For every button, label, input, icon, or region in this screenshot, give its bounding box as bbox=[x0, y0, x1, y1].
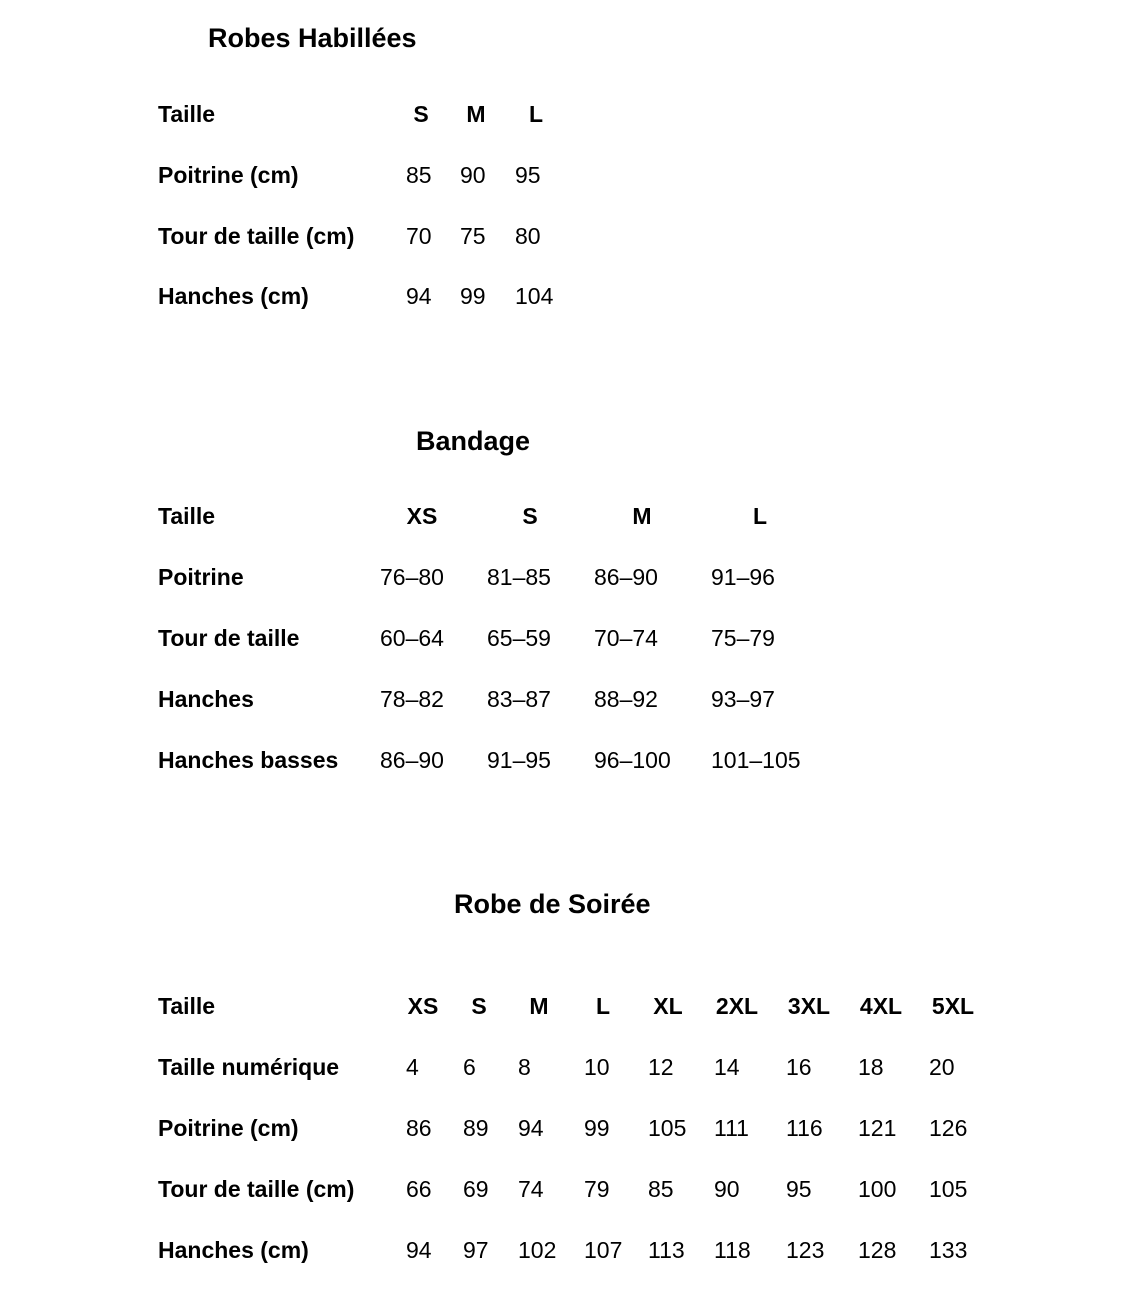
table-cell: 60–64 bbox=[380, 625, 444, 651]
header-size: 3XL bbox=[787, 993, 831, 1019]
table-cell: 111 bbox=[714, 1115, 749, 1141]
header-size: M bbox=[632, 503, 652, 529]
header-label: Taille bbox=[158, 503, 216, 529]
table-cell: 95 bbox=[515, 162, 541, 188]
header-size: M bbox=[466, 101, 486, 127]
table-cell: 93–97 bbox=[711, 686, 775, 712]
table-cell: 90 bbox=[714, 1176, 740, 1202]
table-cell: 83–87 bbox=[487, 686, 551, 712]
table-cell: 4 bbox=[406, 1054, 419, 1080]
header-label: Taille bbox=[158, 101, 216, 127]
table-cell: 81–85 bbox=[487, 564, 551, 590]
table-title: Bandage bbox=[416, 426, 531, 456]
header-size: S bbox=[471, 993, 487, 1019]
table-cell: 95 bbox=[786, 1176, 812, 1202]
table-cell: 10 bbox=[584, 1054, 610, 1080]
table-cell: 85 bbox=[406, 162, 432, 188]
row-label: Tour de taille bbox=[158, 625, 300, 651]
table-cell: 121 bbox=[858, 1115, 897, 1141]
table-cell: 90 bbox=[460, 162, 486, 188]
table-cell: 16 bbox=[786, 1054, 812, 1080]
header-size: XS bbox=[406, 503, 438, 529]
row-label: Poitrine (cm) bbox=[158, 1115, 299, 1141]
row-label: Taille numérique bbox=[158, 1054, 340, 1080]
table-cell: 91–96 bbox=[711, 564, 775, 590]
table-cell: 91–95 bbox=[487, 747, 551, 773]
table-cell: 86 bbox=[406, 1115, 432, 1141]
row-label: Tour de taille (cm) bbox=[158, 1176, 355, 1202]
header-size: S bbox=[413, 101, 429, 127]
table-cell: 86–90 bbox=[594, 564, 658, 590]
table-cell: 113 bbox=[648, 1237, 685, 1263]
header-size: 4XL bbox=[859, 993, 903, 1019]
table-cell: 69 bbox=[463, 1176, 489, 1202]
table-cell: 99 bbox=[460, 283, 486, 309]
table-cell: 75–79 bbox=[711, 625, 775, 651]
table-cell: 116 bbox=[786, 1115, 823, 1141]
header-size: L bbox=[595, 993, 611, 1019]
table-cell: 118 bbox=[714, 1237, 751, 1263]
table-cell: 8 bbox=[518, 1054, 531, 1080]
table-cell: 128 bbox=[858, 1237, 897, 1263]
table-title: Robes Habillées bbox=[208, 23, 417, 53]
header-size: XL bbox=[653, 993, 683, 1019]
table-cell: 104 bbox=[515, 283, 554, 309]
table-cell: 133 bbox=[929, 1237, 968, 1263]
table-cell: 94 bbox=[518, 1115, 544, 1141]
header-label: Taille bbox=[158, 993, 216, 1019]
header-size: M bbox=[529, 993, 549, 1019]
row-label: Hanches basses bbox=[158, 747, 339, 773]
row-label: Hanches bbox=[158, 686, 254, 712]
row-label: Hanches (cm) bbox=[158, 283, 309, 309]
table-cell: 74 bbox=[518, 1176, 544, 1202]
table-cell: 65–59 bbox=[487, 625, 551, 651]
table-cell: 70 bbox=[406, 223, 432, 249]
table-cell: 123 bbox=[786, 1237, 825, 1263]
table-cell: 79 bbox=[584, 1176, 610, 1202]
table-cell: 126 bbox=[929, 1115, 968, 1141]
table-cell: 94 bbox=[406, 1237, 432, 1263]
table-cell: 85 bbox=[648, 1176, 674, 1202]
table-cell: 6 bbox=[463, 1054, 476, 1080]
table-cell: 66 bbox=[406, 1176, 432, 1202]
table-cell: 70–74 bbox=[594, 625, 658, 651]
table-cell: 102 bbox=[518, 1237, 557, 1263]
table-cell: 18 bbox=[858, 1054, 884, 1080]
table-cell: 105 bbox=[929, 1176, 968, 1202]
table-cell: 101–105 bbox=[711, 747, 801, 773]
table-cell: 76–80 bbox=[380, 564, 444, 590]
table-cell: 99 bbox=[584, 1115, 610, 1141]
header-size: L bbox=[752, 503, 768, 529]
table-cell: 20 bbox=[929, 1054, 955, 1080]
table-cell: 12 bbox=[648, 1054, 674, 1080]
row-label: Tour de taille (cm) bbox=[158, 223, 355, 249]
table-cell: 100 bbox=[858, 1176, 897, 1202]
row-label: Hanches (cm) bbox=[158, 1237, 309, 1263]
row-label: Poitrine bbox=[158, 564, 244, 590]
table-cell: 107 bbox=[584, 1237, 623, 1263]
table-cell: 88–92 bbox=[594, 686, 658, 712]
table-cell: 14 bbox=[714, 1054, 740, 1080]
header-size: 5XL bbox=[931, 993, 975, 1019]
table-cell: 75 bbox=[460, 223, 486, 249]
table-cell: 96–100 bbox=[594, 747, 671, 773]
table-title: Robe de Soirée bbox=[454, 889, 651, 919]
header-size: S bbox=[522, 503, 538, 529]
header-size: XS bbox=[407, 993, 439, 1019]
table-cell: 105 bbox=[648, 1115, 687, 1141]
table-cell: 89 bbox=[463, 1115, 489, 1141]
table-cell: 78–82 bbox=[380, 686, 444, 712]
table-cell: 94 bbox=[406, 283, 432, 309]
table-cell: 97 bbox=[463, 1237, 489, 1263]
header-size: 2XL bbox=[715, 993, 759, 1019]
header-size: L bbox=[528, 101, 544, 127]
table-cell: 86–90 bbox=[380, 747, 444, 773]
table-cell: 80 bbox=[515, 223, 541, 249]
row-label: Poitrine (cm) bbox=[158, 162, 299, 188]
